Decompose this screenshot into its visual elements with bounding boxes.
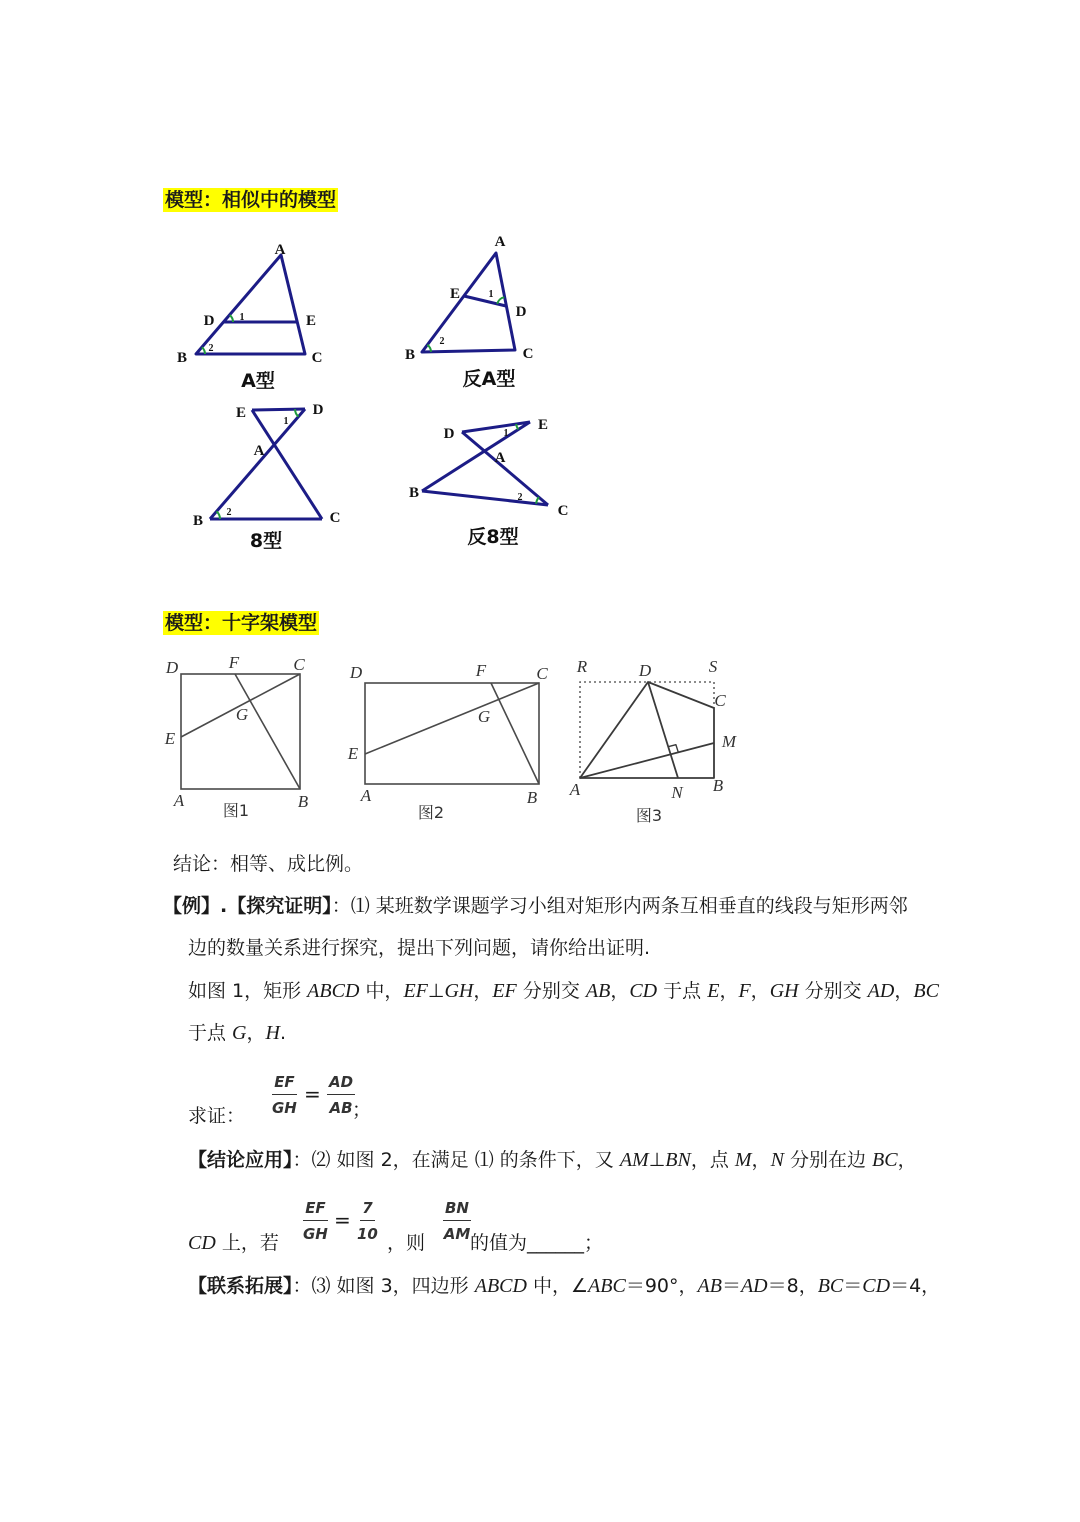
- fig2-label-g: G: [477, 707, 491, 726]
- text-segment: ，: [610, 980, 630, 1002]
- text-segment: ：⑶ 如图 3，四边形: [292, 1275, 475, 1297]
- reverse-a-type-angle2-label: 2: [439, 336, 445, 347]
- text-segment: ，: [719, 980, 739, 1002]
- text-segment: 于点: [657, 980, 708, 1002]
- eight-type-label-c: C: [329, 510, 341, 526]
- fig1-label-a: A: [173, 791, 185, 810]
- fig3-dotted-frame: [580, 682, 714, 778]
- text-segment: 分别交: [516, 980, 586, 1002]
- a-type-label-e: E: [305, 313, 317, 329]
- fig2-label-d: D: [349, 663, 363, 682]
- fig3-label-n: N: [671, 783, 683, 802]
- text-segment: ⊥: [648, 1149, 666, 1171]
- math-variable: F: [738, 980, 751, 1002]
- reverse-eight-type-segment-bc: [422, 491, 548, 505]
- math-variable: ABCD: [307, 980, 360, 1002]
- text-segment: 上，若: [215, 1232, 279, 1254]
- math-variable: ABCD: [474, 1275, 527, 1297]
- fig1-label-f: F: [228, 653, 240, 672]
- fraction-denominator: AM: [443, 1225, 471, 1243]
- text-segment: 分别在边: [783, 1149, 872, 1171]
- fraction-denominator: GH: [272, 1099, 297, 1117]
- reverse-eight-type-angle1-label: 1: [503, 428, 509, 439]
- example-line-3: [188, 980, 939, 1002]
- fig2-rectangle: [365, 683, 539, 784]
- line7-fraction-ef-gh: [303, 1198, 328, 1244]
- fig3-label-s: S: [708, 657, 718, 676]
- fig3-label-r: R: [576, 657, 588, 676]
- eight-type-label-d: D: [312, 402, 324, 418]
- line7-end-punct: ；: [584, 1232, 604, 1254]
- eight-type-label-e: E: [235, 405, 247, 421]
- text-segment: ：⑴ 某班数学课题学习小组对矩形内两条互相垂直的线段与矩形两邻: [331, 895, 908, 917]
- math-variable: BC: [872, 1149, 898, 1171]
- text-segment: 于点: [188, 1022, 233, 1044]
- text-segment: ，: [750, 980, 770, 1002]
- text-segment: ，: [246, 1022, 266, 1044]
- text-segment: ，: [473, 980, 493, 1002]
- math-variable: H: [265, 1022, 280, 1044]
- proof-label: 求证：: [188, 1105, 246, 1127]
- a-type-label-d: D: [203, 313, 215, 329]
- fig3-diagram: [580, 682, 714, 778]
- reverse-eight-type-diagram: [422, 422, 548, 505]
- fig3-dotted-rsc: [580, 682, 714, 778]
- reverse-a-type-caption: 反A型: [462, 368, 516, 390]
- proof-fraction-ef-gh: [272, 1072, 297, 1118]
- text-segment: ，: [894, 980, 914, 1002]
- fraction-numerator: AD: [327, 1072, 355, 1095]
- a-type-angle1-label: 1: [239, 312, 245, 323]
- fig1-caption: 图1: [222, 801, 250, 820]
- conclusion-text: 结论：相等、成比例。: [173, 853, 364, 875]
- section-heading-cross: 模型：十字架模型: [165, 612, 318, 634]
- reverse-eight-type-segment-eb: [422, 422, 530, 491]
- eight-type-label-a: A: [253, 443, 265, 459]
- reverse-eight-type-label-c: C: [557, 503, 569, 519]
- fig1-label-g: G: [235, 705, 249, 724]
- line7-tail: [470, 1232, 603, 1254]
- line7-tail-text: 的值为: [470, 1232, 528, 1254]
- fraction-numerator: 7: [360, 1198, 374, 1221]
- proof-equals-sign: =: [304, 1082, 321, 1106]
- math-variable: N: [770, 1149, 784, 1171]
- a-type-diagram: [196, 255, 305, 354]
- reverse-a-type-label-e: E: [449, 286, 461, 302]
- reverse-eight-type-label-e: E: [537, 417, 549, 433]
- math-variable: EF: [403, 980, 428, 1002]
- fraction-numerator: EF: [303, 1198, 328, 1221]
- example-line-6: [188, 1149, 917, 1171]
- math-variable: CD: [188, 1232, 216, 1254]
- a-type-angle2-label: 2: [208, 343, 214, 354]
- example-line-8: [188, 1275, 940, 1297]
- fraction-denominator: 10: [357, 1225, 378, 1243]
- reverse-a-type-angle1-label: 1: [488, 289, 494, 300]
- eight-type-segment-ed: [252, 409, 305, 410]
- eight-type-label-b: B: [192, 513, 204, 529]
- fig1-label-c: C: [293, 655, 305, 674]
- reverse-eight-type-label-d: D: [443, 426, 455, 442]
- text-segment: ⊥: [427, 980, 445, 1002]
- text-segment: ＝90°，: [625, 1275, 698, 1297]
- example-line-2: [188, 937, 650, 959]
- fig1-label-b: B: [297, 792, 309, 811]
- text-segment: ＝: [843, 1275, 863, 1297]
- fig2-label-c: C: [536, 664, 548, 683]
- math-variable: GH: [769, 980, 799, 1002]
- reverse-a-type-triangle: [422, 253, 515, 352]
- math-variable: AD: [740, 1275, 768, 1297]
- math-variable: CD: [629, 980, 658, 1002]
- text-segment: ，: [897, 1149, 917, 1171]
- math-variable: AD: [867, 980, 895, 1002]
- fig2-segment-fb: [491, 683, 539, 784]
- example-line-7-lead: [188, 1232, 279, 1254]
- text-segment: 【结论应用】: [188, 1149, 293, 1171]
- reverse-a-type-label-c: C: [522, 346, 534, 362]
- text-segment: ，: [751, 1149, 771, 1171]
- text-segment: ：⑵ 如图 2，在满足 ⑴ 的条件下，又: [292, 1149, 620, 1171]
- reverse-a-type-label-b: B: [404, 347, 416, 363]
- example-line-4: [188, 1022, 286, 1044]
- math-variable: GH: [444, 980, 474, 1002]
- math-variable: CD: [862, 1275, 891, 1297]
- fig2-label-a: A: [360, 786, 372, 805]
- fraction-denominator: AB: [329, 1099, 353, 1117]
- math-variable: AM: [619, 1149, 649, 1171]
- fig3-label-a: A: [569, 780, 581, 799]
- text-segment: 中，: [359, 980, 404, 1002]
- fig2-diagram: [365, 683, 539, 784]
- line7-equals-sign: =: [334, 1208, 351, 1232]
- math-variable: M: [734, 1149, 752, 1171]
- fraction-numerator: EF: [272, 1072, 297, 1095]
- fig1-square: [181, 674, 300, 789]
- reverse-a-type-label-a: A: [494, 234, 506, 250]
- a-type-label-c: C: [311, 350, 323, 366]
- fraction-numerator: BN: [443, 1198, 471, 1221]
- text-segment: 如图 1，矩形: [188, 980, 308, 1002]
- proof-end-punct: ；: [352, 1099, 372, 1121]
- math-variable: EF: [492, 980, 517, 1002]
- fig2-label-b: B: [526, 788, 538, 807]
- text-segment: 【例】.【探究证明】: [163, 895, 332, 917]
- math-variable: BC: [817, 1275, 844, 1297]
- fig3-caption: 图3: [635, 806, 663, 825]
- text-segment: ＝: [721, 1275, 741, 1297]
- proof-fraction-ad-ab: [327, 1072, 355, 1118]
- a-type-label-a: A: [274, 242, 286, 258]
- text-segment: 分别交: [798, 980, 868, 1002]
- eight-type-diagram: [210, 409, 322, 519]
- eight-type-segment-db: [210, 409, 305, 519]
- fig2-label-e: E: [347, 744, 359, 763]
- fig1-label-e: E: [164, 729, 176, 748]
- reverse-eight-type-angle2-label: 2: [517, 492, 523, 503]
- text-segment: ，点: [690, 1149, 735, 1171]
- fig2-segment-ec: [365, 683, 539, 754]
- eight-type-caption: 8型: [249, 530, 283, 552]
- math-variable: ABC: [588, 1275, 626, 1297]
- fig3-quadrilateral: [580, 682, 714, 778]
- eight-type-angle1-label: 1: [283, 416, 289, 427]
- section-heading-similarity: 模型：相似中的模型: [165, 189, 337, 211]
- a-type-label-b: B: [176, 350, 188, 366]
- text-segment: ＝8，: [767, 1275, 818, 1297]
- math-variable: BN: [665, 1149, 691, 1171]
- line7-fraction-bn-am: [443, 1198, 471, 1244]
- text-segment: 中，∠: [526, 1275, 589, 1297]
- fraction-denominator: GH: [303, 1225, 328, 1243]
- a-type-triangle: [196, 255, 305, 354]
- math-variable: BC: [913, 980, 939, 1002]
- fig2-label-f: F: [475, 661, 487, 680]
- line7-fraction-7-10: [357, 1198, 378, 1244]
- fig3-label-b: B: [712, 776, 724, 795]
- reverse-eight-type-caption: 反8型: [467, 526, 519, 548]
- text-segment: 【联系拓展】: [188, 1275, 293, 1297]
- text-segment: 边的数量关系进行探究，提出下列问题，请你给出证明.: [188, 937, 651, 959]
- answer-blank[interactable]: ______: [527, 1232, 585, 1254]
- reverse-a-type-angle1-arc: [497, 297, 504, 304]
- fig3-label-m: M: [721, 732, 737, 751]
- fig3-label-d: D: [638, 661, 652, 680]
- text-segment: ＝4，: [890, 1275, 941, 1297]
- fig3-segment-dn: [648, 682, 678, 778]
- math-variable: AB: [585, 980, 611, 1002]
- reverse-a-type-diagram: [422, 253, 515, 352]
- text-segment: .: [279, 1022, 287, 1044]
- eight-type-angle2-label: 2: [226, 507, 232, 518]
- reverse-eight-type-label-b: B: [408, 485, 420, 501]
- fig1-label-d: D: [165, 658, 179, 677]
- reverse-a-type-segment-ed: [464, 296, 506, 306]
- fig1-diagram: [181, 674, 300, 789]
- reverse-eight-type-segment-dc: [462, 432, 548, 505]
- fig2-caption: 图2: [417, 803, 445, 822]
- math-variable: AB: [697, 1275, 722, 1297]
- math-variable: E: [707, 980, 720, 1002]
- reverse-a-type-label-d: D: [515, 304, 527, 320]
- line7-then-text: ，则: [387, 1232, 426, 1254]
- fig3-label-c: C: [714, 691, 726, 710]
- a-type-caption: A型: [241, 370, 275, 392]
- reverse-eight-type-label-a: A: [494, 450, 506, 466]
- example-line-1: [163, 895, 908, 917]
- math-variable: G: [232, 1022, 247, 1044]
